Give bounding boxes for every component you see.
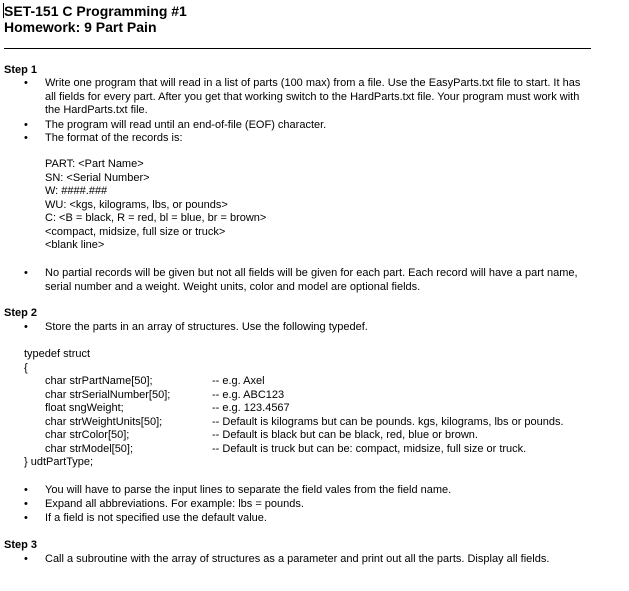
document-subtitle: Homework: 9 Part Pain — [4, 19, 157, 35]
field-comment-serialnumber: -- e.g. ABC123 — [212, 389, 285, 401]
field-comment-partname: -- e.g. Axel — [212, 375, 265, 387]
field-decl-weightunits: char strWeightUnits[50]; — [45, 416, 163, 428]
typedef-open: typedef struct — [24, 348, 91, 360]
step1-heading: Step 1 — [4, 64, 38, 76]
document-title: SET-151 C Programming #1 — [4, 3, 187, 19]
record-line-weight: W: ####.### — [45, 185, 108, 197]
horizontal-rule — [4, 48, 591, 49]
field-decl-model: char strModel[50]; — [45, 443, 134, 455]
step2-bullet-2-text: You will have to parse the input lines to separate the field vales from the field name. — [45, 484, 452, 496]
step1-bullet-1-text: Write one program that will read in a list of parts (100 max) from a file. Use the EasyParts.txt file to start. It has all fields for every part. After you get that working switch to the HardParts.txt file. Your program must work with the HardParts.txt file. — [45, 77, 581, 116]
field-decl-partname: char strPartName[50]; — [45, 375, 153, 387]
step3-heading: Step 3 — [4, 539, 38, 551]
step2-bullet-3-text: Expand all abbreviations. For example: lbs = pounds. — [45, 498, 304, 510]
field-decl-serialnumber: char strSerialNumber[50]; — [45, 389, 171, 401]
step3-bullet-1-text: Call a subroutine with the array of structures as a parameter and print out all the parts. Display all fields. — [45, 553, 550, 565]
step2-bullet-1-text: Store the parts in an array of structures. Use the following typedef. — [45, 321, 368, 333]
field-comment-color: -- Default is black but can be black, red, blue or brown. — [212, 429, 478, 441]
step1-note-text: No partial records will be given but not all fields will be given for each part. Each record will have a part name, serial number and a weight. Weight units, color and model are optional fields. — [45, 267, 578, 293]
field-decl-color: char strColor[50]; — [45, 429, 130, 441]
step1-bullet-2-text: The program will read until an end-of-file (EOF) character. — [45, 119, 327, 131]
step2-heading: Step 2 — [4, 307, 38, 319]
field-decl-weight: float sngWeight; — [45, 402, 124, 414]
step1-bullet-3-text: The format of the records is: — [45, 132, 183, 144]
step2-bullet-4-text: If a field is not specified use the default value. — [45, 512, 267, 524]
record-line-blank: <blank line> — [45, 239, 105, 251]
typedef-close: } udtPartType; — [24, 456, 94, 468]
record-line-part: PART: <Part Name> — [45, 158, 144, 170]
record-line-sn: SN: <Serial Number> — [45, 172, 150, 184]
field-comment-weightunits: -- Default is kilograms but can be pounds. kgs, kilograms, lbs or pounds. — [212, 416, 564, 428]
field-comment-weight: -- e.g. 123.4567 — [212, 402, 290, 414]
field-comment-model: -- Default is truck but can be: compact, midsize, full size or truck. — [212, 443, 527, 455]
record-line-model: <compact, midsize, full size or truck> — [45, 226, 226, 238]
typedef-brace-open: { — [24, 362, 28, 374]
record-line-units: WU: <kgs, kilograms, lbs, or pounds> — [45, 199, 228, 211]
record-line-color: C: <B = black, R = red, bl = blue, br = brown> — [45, 212, 267, 224]
